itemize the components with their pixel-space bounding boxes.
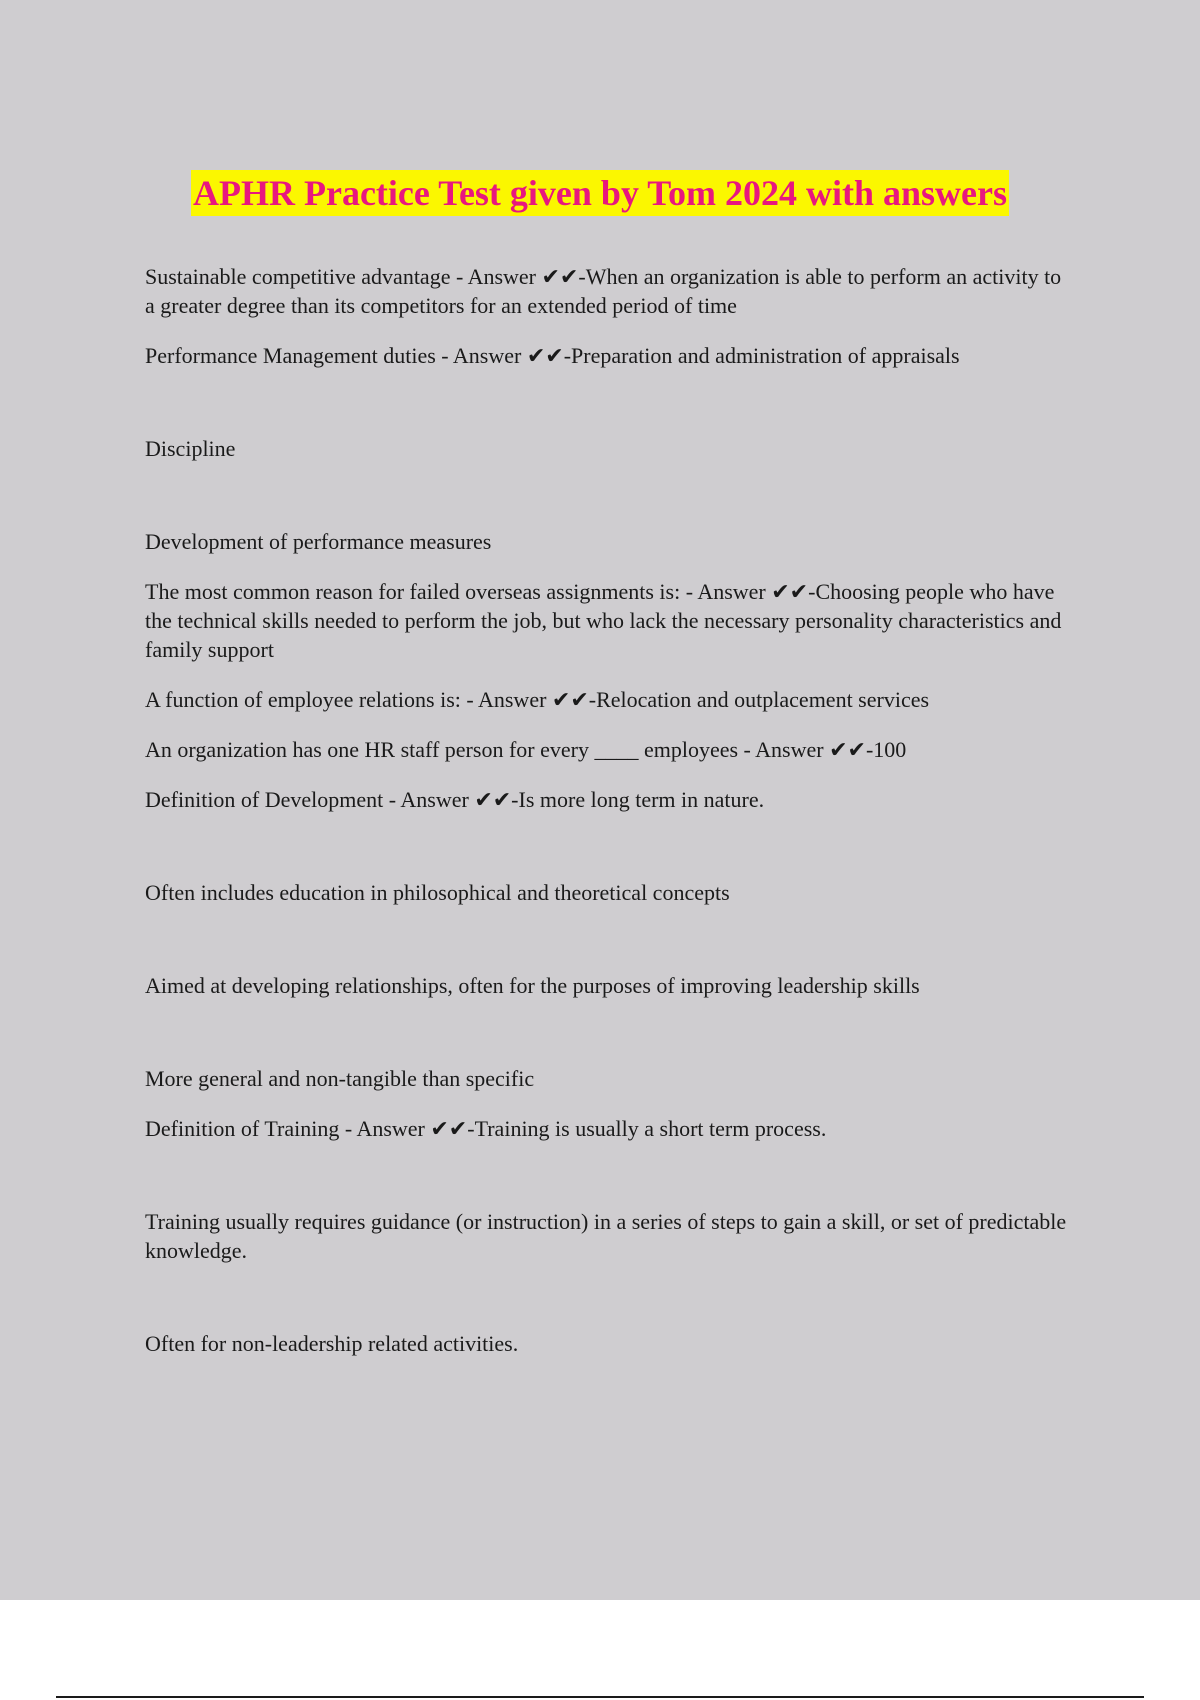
paragraph: Aimed at developing relationships, often for the purposes of improving leadership skills [145, 973, 920, 998]
document-body [145, 262, 1075, 1358]
paragraph: Often for non-leadership related activities. [145, 1331, 519, 1356]
paragraph: Performance Management duties - Answer ✔✔-Preparation and administration of appraisals [145, 343, 960, 368]
paragraph: Training usually requires guidance (or instruction) in a series of steps to gain a skill, or set of predictable knowledge. [145, 1209, 1067, 1263]
paragraph: An organization has one HR staff person for every ____ employees - Answer ✔✔-100 [145, 737, 907, 762]
page-title: APHR Practice Test given by Tom 2024 with answers [191, 170, 1009, 216]
paragraph: Often includes education in philosophical and theoretical concepts [145, 880, 730, 905]
paragraph: Discipline [145, 436, 236, 461]
paragraph: Development of performance measures [145, 529, 492, 554]
paragraph: Definition of Training - Answer ✔✔-Training is usually a short term process. [145, 1116, 827, 1141]
paragraph: Definition of Development - Answer ✔✔-Is more long term in nature. [145, 787, 765, 812]
paragraph: More general and non-tangible than specific [145, 1066, 535, 1091]
paragraph: A function of employee relations is: - Answer ✔✔-Relocation and outplacement services [145, 687, 930, 712]
footer-divider [56, 1696, 1144, 1698]
paragraph: The most common reason for failed overseas assignments is: - Answer ✔✔-Choosing people who have the technical skills needed to perform the job, but who lack the necessary personality characteristics and family support [145, 579, 1062, 662]
title-wrapper [0, 170, 1200, 216]
paragraph: Sustainable competitive advantage - Answer ✔✔-When an organization is able to perform an activity to a greater degree than its competitors for an extended period of time [145, 264, 1062, 318]
